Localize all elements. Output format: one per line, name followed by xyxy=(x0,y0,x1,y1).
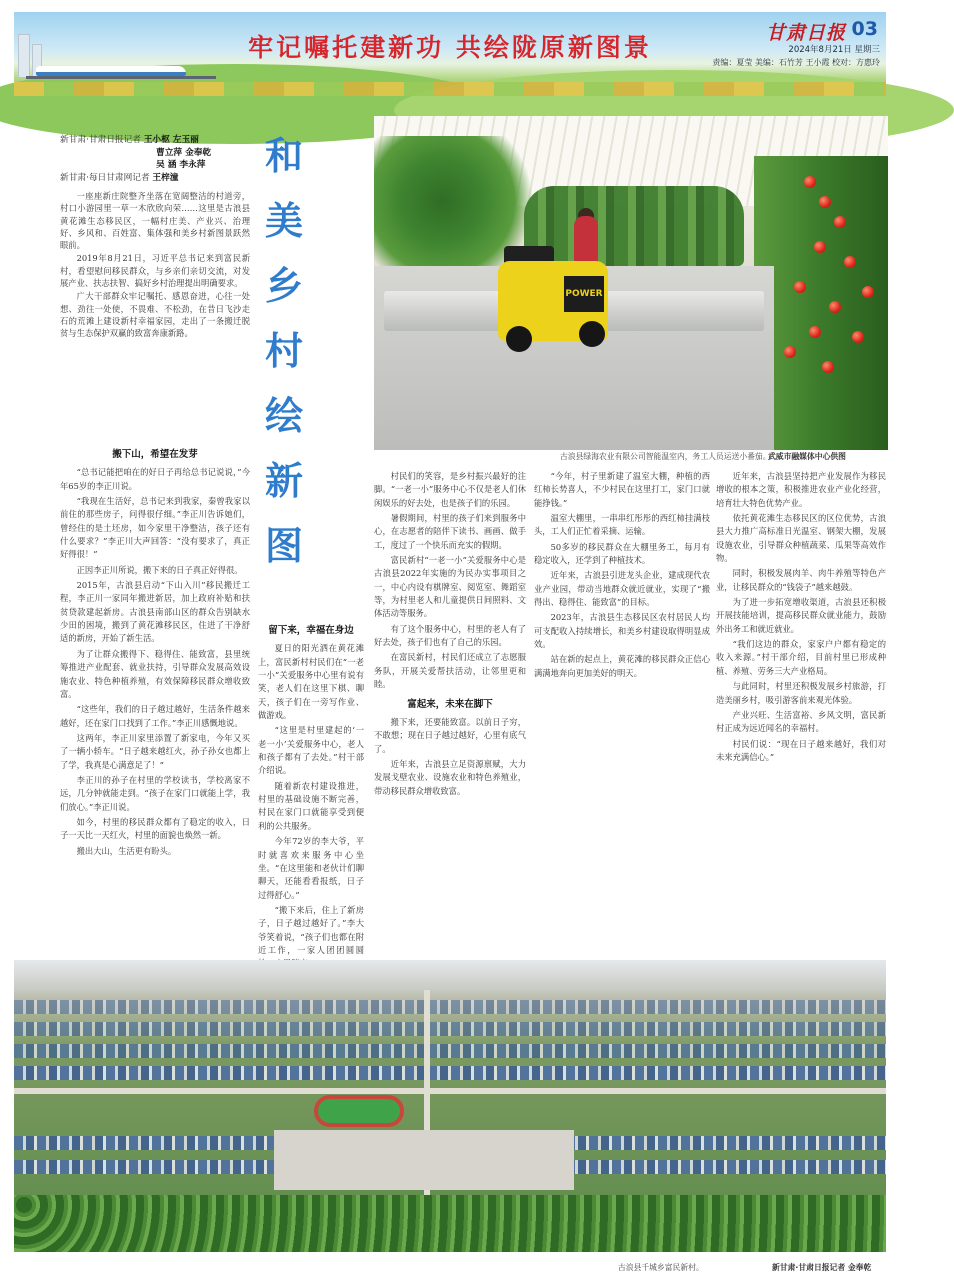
house-roofs xyxy=(14,1044,886,1058)
body-paragraph: 李正川的孙子在村里的学校读书，学校离家不远，几分钟就能走到。“孩子在家门口就能上学，我们放心。”李正川说。 xyxy=(60,774,250,812)
body-paragraph: 村民们的笑容，是乡村振兴最好的注脚。“一老一小”服务中心不仅是老人们休闲娱乐的好去处，也是孩子们的乐园。 xyxy=(374,471,526,508)
greenhouse-caption: 古浪县绿海农业有限公司智能温室内，务工人员运送小番茄。 xyxy=(560,452,771,461)
house-roofs xyxy=(14,1066,886,1080)
body-paragraph: 村民们说：“现在日子越来越好，我们对未来充满信心。” xyxy=(716,738,886,762)
article-column-4 xyxy=(534,470,710,928)
byline-row: 新甘肃·甘肃日报记者 王小枢 左玉丽 xyxy=(60,135,199,145)
title-char: 村 xyxy=(264,329,303,373)
title-char: 美 xyxy=(264,199,303,243)
title-char: 图 xyxy=(264,524,303,568)
tomato xyxy=(852,331,864,343)
title-char: 和 xyxy=(264,134,303,178)
page-headline: 牢记嘱托建新功 共绘陇原新图景 xyxy=(248,33,652,62)
body-paragraph: “这些年，我们的日子越过越好，生活条件越来越好，还在家门口找到了工作。”李正川感慨地说。 xyxy=(60,704,250,728)
cart-wheel xyxy=(579,321,605,347)
body-paragraph: “我们这边的群众，家家户户都有稳定的收入来源。”村干部介绍，目前村里已形成种植、养殖、劳务三大产业格局。 xyxy=(716,639,886,676)
tomato xyxy=(814,241,826,253)
article-column-1 xyxy=(60,442,250,928)
lead-paragraph: 2019年8月21日，习近平总书记来到富民新村，看望慰问移民群众，与乡亲们亲切交流，对发展产业、扶志扶智、搞好乡村治理提出明确要求。 xyxy=(60,253,250,289)
body-paragraph: 依托黄花滩生态移民区的区位优势，古浪县大力推广高标准日光温室、钢架大棚，发展设施农业，引导群众种植蔬菜、瓜果等高效作物。 xyxy=(716,513,886,564)
body-paragraph: “总书记能把咱在的好日子再给总书记说说，”今年65岁的李正川说。 xyxy=(60,467,250,491)
body-paragraph: 与此同时，村里还积极发展乡村旅游，打造美丽乡村，吸引游客前来观光体验。 xyxy=(716,681,886,705)
body-paragraph: 2023年，古浪县生态移民区农村居民人均可支配收入持续增长，和美乡村建设取得明显成效。 xyxy=(534,612,710,650)
title-char: 乡 xyxy=(264,264,303,308)
body-paragraph: 2015年，古浪县启动“下山入川”移民搬迁工程，李正川一家同年搬进新居，加上政府补贴和扶贫贷款建起新房。古浪县南部山区的群众告别缺水少田的困境，搬到了黄花滩移民区，住进了干净舒适的新房，开始了新生活。 xyxy=(60,580,250,644)
lead-paragraph: 广大干部群众牢记嘱托、感恩奋进，心往一处想、劲往一处使，不畏难、不松劲，在昔日飞沙走石的荒滩上建设新村幸福家园，走出了一条搬迁脱贫与生态保护双赢的致富奔康新路。 xyxy=(60,291,250,339)
body-paragraph: “这里是村里建起的‘一老一小’关爱服务中心，老人和孩子都有了去处。”村干部介绍说。 xyxy=(258,725,364,776)
body-paragraph: 有了这个服务中心，村里的老人有了好去处，孩子们也有了自己的乐园。 xyxy=(374,623,526,648)
house-roofs xyxy=(14,1022,886,1036)
tomato xyxy=(834,216,846,228)
dateline xyxy=(788,43,880,55)
greenhouse-credit: 武威市融媒体中心供图 xyxy=(768,452,846,461)
photo-horizon xyxy=(14,960,886,990)
body-paragraph: 今年72岁的李大爷，平时就喜欢来服务中心坐坐。“在这里能和老伙计们聊聊天，还能看看报纸，日子过得舒心。” xyxy=(258,836,364,900)
tomato xyxy=(794,281,806,293)
section-heading: 搬下山，希望在发芽 xyxy=(112,449,198,460)
masthead-banner xyxy=(14,12,886,96)
byline-row: 曹立萍 金奉乾 xyxy=(156,147,212,158)
body-paragraph: 近年来，古浪县引进龙头企业，建成现代农业产业园，带动当地群众就近就业，实现了“搬得出、稳得住、能致富”的目标。 xyxy=(534,570,710,608)
body-paragraph: 正因李正川所说，搬下来的日子真正好得很。 xyxy=(76,564,243,575)
body-paragraph: 富民新村“一老一小”关爱服务中心是古浪县2022年实施的为民办实事项目之一，中心内设有棋牌室、阅览室、舞蹈室等，为村里老人和儿童提供日间照料、文体活动等服务。 xyxy=(374,555,526,619)
tomato xyxy=(862,286,874,298)
body-paragraph: 这两年，李正川家里添置了新家电，今年又买了一辆小轿车。“日子越来越红火，孙子孙女也都上了学，我真是心满意足了！” xyxy=(60,732,250,770)
issue-weekday: 星期三 xyxy=(854,45,880,55)
article-column-5 xyxy=(716,470,886,928)
byline-row: 新甘肃·每日甘肃网记者 王梓潼 xyxy=(60,172,179,183)
issue-date: 2024年8月21日 xyxy=(788,45,852,55)
banner-fields xyxy=(14,82,886,96)
article-lead xyxy=(60,190,250,341)
body-paragraph: 如今，村里的移民群众都有了稳定的收入，日子一天比一天红火，村里的面貌也焕然一新。 xyxy=(60,816,250,841)
body-paragraph: 为了进一步拓宽增收渠道，古浪县还积极开展技能培训，提高移民群众就业能力，鼓励外出务工和就近就业。 xyxy=(716,597,886,634)
body-paragraph: 近年来，古浪县立足资源禀赋，大力发展戈壁农业、设施农业和特色养殖业，带动移民群众增收致富。 xyxy=(374,758,526,796)
sports-field xyxy=(314,1095,404,1127)
newspaper-brand: 甘肃日报 xyxy=(765,22,846,44)
body-paragraph: “今年，村子里新建了温室大棚，种植的西红柿长势喜人，不少村民在这里打工，家门口就能挣钱。” xyxy=(534,471,710,508)
body-paragraph: 同时，积极发展肉羊、肉牛养殖等特色产业，让移民群众的“钱袋子”越来越鼓。 xyxy=(716,568,886,592)
body-paragraph: 搬下来，还要能致富。以前日子穷，不敢想；现在日子越过越好，心里有底气了。 xyxy=(374,716,526,754)
body-paragraph: 近年来，古浪县坚持把产业发展作为移民增收的根本之策，积极推进农业产业化经营，培育壮大特色优势产业。 xyxy=(716,471,886,508)
tomato xyxy=(804,176,816,188)
body-paragraph: “我现在生活好，总书记来到我家，秦曾我家以前住的那些房子，问得很仔细。”李正川告诉她们，曾经住的是土坯房，如今家里干净整洁，孩子还有什么要求？”李正川大声回答：“没有要求了，真正好得很！” xyxy=(60,496,250,560)
aerial-caption: 古浪县千城乡富民新村。 xyxy=(618,1263,704,1272)
article-column-2 xyxy=(258,618,364,955)
body-paragraph: 产业兴旺、生活富裕、乡风文明，富民新村正成为远近闻名的幸福村。 xyxy=(716,709,886,734)
cart-wheel xyxy=(506,326,532,352)
lead-paragraph: 一座座新庄院整齐坐落在宽阔整洁的村道旁，村口小游园里一草一木欣欣向荣……这里是古浪县黄花滩生态移民区，一幅村庄美、产业兴、治理好、乡风和、百姓富、集体强和美乡村新图景跃然眼前。 xyxy=(60,191,250,251)
body-paragraph: 为了让群众搬得下、稳得住、能致富，县里统筹推进产业配套、就业扶持，引导群众发展高效设施农业、特色种植养殖，有效保障移民群众增收致富。 xyxy=(60,648,250,699)
article-column-3 xyxy=(374,470,526,928)
tomato xyxy=(844,256,856,268)
body-paragraph: 夏日的阳光洒在黄花滩上，富民新村村民们在“一老一小”关爱服务中心里有说有笑，老人们在这里下棋、聊天，孩子们在一旁写作业、做游戏。 xyxy=(258,643,364,721)
village-square xyxy=(274,1130,574,1190)
body-paragraph: 站在新的起点上，黄花滩的移民群众正信心满满地奔向更加美好的明天。 xyxy=(534,654,710,678)
article-title xyxy=(258,124,310,579)
tomato xyxy=(819,196,831,208)
aerial-village-photo xyxy=(14,960,886,1252)
main-road xyxy=(14,1088,886,1094)
tomato xyxy=(822,361,834,373)
title-char: 新 xyxy=(264,459,303,503)
article-byline xyxy=(60,134,250,184)
tomato xyxy=(829,301,841,313)
banner-train xyxy=(36,66,186,76)
tomato-vines xyxy=(524,186,744,266)
house-roofs xyxy=(14,1000,886,1014)
banner-rail-track xyxy=(26,76,216,79)
body-paragraph: 在富民新村，村民们还成立了志愿服务队，开展关爱帮扶活动，让邻里更和睦。 xyxy=(374,652,526,690)
body-paragraph: 50多岁的移民群众在大棚里务工，每月有稳定收入，还学到了种植技术。 xyxy=(534,541,710,566)
body-paragraph: 随着新农村建设推进，村里的基础设施不断完善，村民在家门口就能享受到便利的公共服务。 xyxy=(258,780,364,831)
title-char: 绘 xyxy=(264,394,303,438)
body-paragraph: 暑假期间，村里的孩子们来到服务中心，在志愿者的陪伴下读书、画画、做手工，度过了一个快乐而充实的假期。 xyxy=(374,513,526,550)
page-number: 03 xyxy=(851,18,878,40)
greenhouse-photo xyxy=(374,116,888,450)
cart-brand-label: POWER xyxy=(564,276,604,312)
section-heading: 留下来，幸福在身边 xyxy=(268,625,354,636)
tomato xyxy=(784,346,796,358)
byline-row: 吴 涵 李永萍 xyxy=(156,160,206,171)
section-heading: 富起来，未来在脚下 xyxy=(407,698,493,710)
body-paragraph: “搬下来后，住上了新房子，日子越过越好了。”李大爷笑着说，“孩子们也都在附近工作，一家人团团圆圆 xyxy=(258,904,364,955)
body-paragraph: 搬出大山，生活更有盼头。 xyxy=(76,845,177,856)
tomato xyxy=(809,326,821,338)
tree-belt xyxy=(14,1195,886,1252)
body-paragraph: 温室大棚里，一串串红彤彤的西红柿挂满枝头，工人们正忙着采摘、运输。 xyxy=(534,513,710,537)
editor-credits: 责编：夏莹 美编：石竹芳 王小霞 校对：方惠玲 xyxy=(712,58,880,67)
aerial-credit: 新甘肃·甘肃日报记者 金奉乾 xyxy=(772,1263,872,1272)
